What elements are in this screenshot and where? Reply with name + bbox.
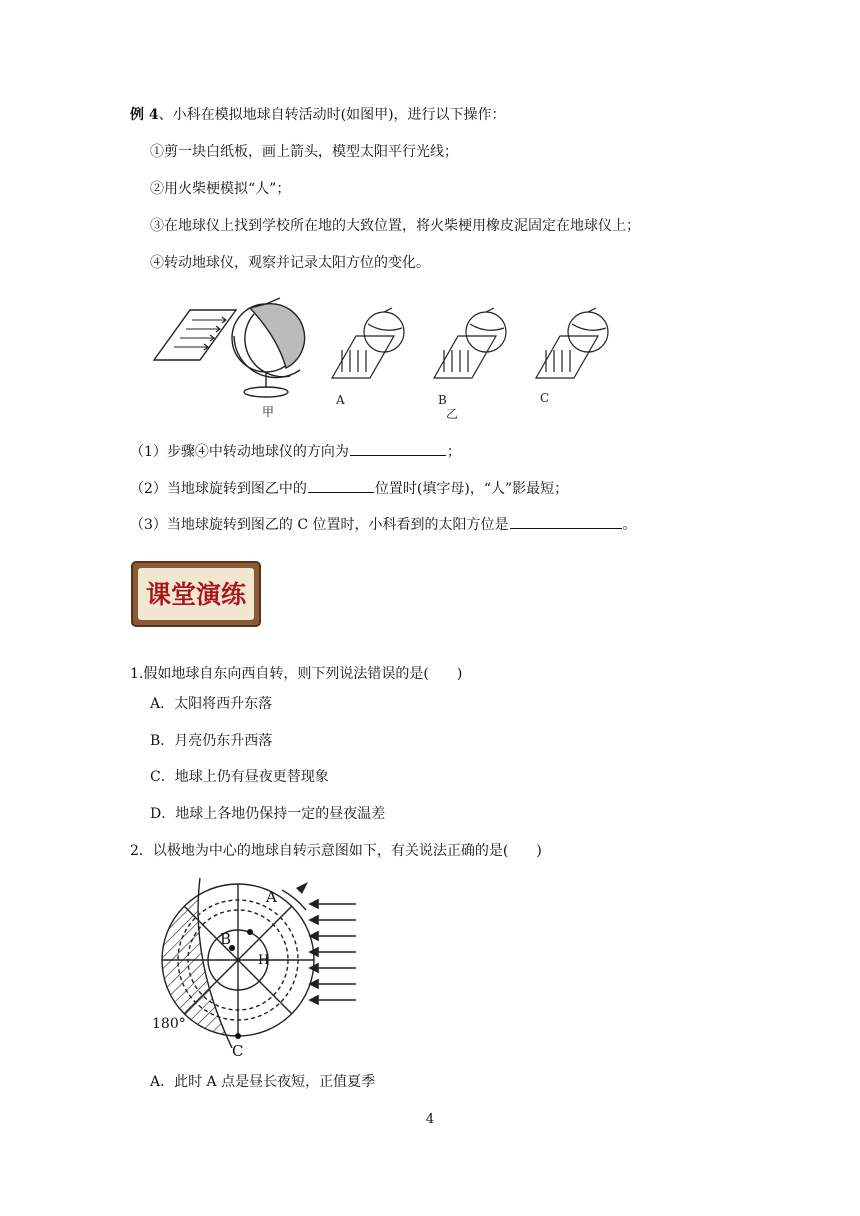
question-2-text: （2）当地球旋转到图乙中的	[130, 481, 307, 497]
diagram-label-a: A	[266, 888, 277, 906]
polar-rotation-diagram	[150, 868, 370, 1060]
exercise-1-option-b[interactable]: B．月亮仍东升西落	[150, 733, 273, 749]
step-4: ④转动地球仪，观察并记录太阳方位的变化。	[150, 255, 430, 271]
exercise-2-stem: 2．以极地为中心的地球自转示意图如下，有关说法正确的是( )	[130, 843, 542, 859]
example-intro: 、小科在模拟地球自转活动时(如图甲)，进行以下操作：	[158, 107, 506, 123]
exercise-1-stem: 1.假如地球自东向西自转，则下列说法错误的是( )	[130, 666, 463, 682]
question-3	[130, 515, 637, 534]
section-badge	[130, 560, 262, 628]
example-label: 例 4	[130, 107, 159, 123]
example-heading	[130, 106, 506, 124]
question-1-text: （1）步骤④中转动地球仪的方向为	[130, 444, 349, 460]
globe-experiment-figure	[150, 296, 650, 420]
question-2	[130, 479, 568, 498]
exercise-1-option-c[interactable]: C．地球上仍有昼夜更替现象	[150, 769, 329, 785]
step-3: ③在地球仪上找到学校所在地的大致位置，将火柴梗用橡皮泥固定在地球仪上；	[150, 218, 640, 234]
answer-blank-2[interactable]	[308, 479, 374, 493]
section-badge-label: 课堂演练	[145, 580, 247, 609]
question-2-tail: 位置时(填字母)，“人”影最短；	[374, 481, 569, 497]
figure-letter-c: C	[540, 391, 550, 405]
question-3-text: （3）当地球旋转到图乙的 C 位置时，小科看到的太阳方位是	[130, 517, 509, 533]
diagram-label-b: B	[220, 930, 232, 948]
figure-letter-a: A	[336, 393, 345, 407]
question-3-tail: 。	[622, 517, 637, 533]
answer-blank-3[interactable]	[510, 515, 622, 529]
exercise-2-option-a[interactable]: A．此时 A 点是昼长夜短，正值夏季	[150, 1074, 376, 1090]
figure-caption-jia: 甲	[262, 405, 275, 419]
page-number: 4	[425, 1112, 435, 1127]
step-1: ①剪一块白纸板，画上箭头，模型太阳平行光线；	[150, 144, 458, 160]
diagram-label-lon: 180°	[152, 1016, 186, 1032]
exercise-1-option-d[interactable]: D．地球上各地仍保持一定的昼夜温差	[150, 806, 386, 822]
step-2: ②用火柴梗模拟“人”；	[150, 181, 291, 197]
question-1	[130, 442, 461, 461]
figure-caption-yi: 乙	[446, 407, 459, 420]
diagram-label-c: C	[232, 1042, 244, 1060]
question-1-tail: ；	[446, 444, 461, 460]
answer-blank-1[interactable]	[350, 442, 446, 456]
exercise-1-option-a[interactable]: A．太阳将西升东落	[150, 696, 273, 712]
figure-letter-b: B	[438, 393, 447, 407]
diagram-label-h: H	[258, 953, 270, 968]
